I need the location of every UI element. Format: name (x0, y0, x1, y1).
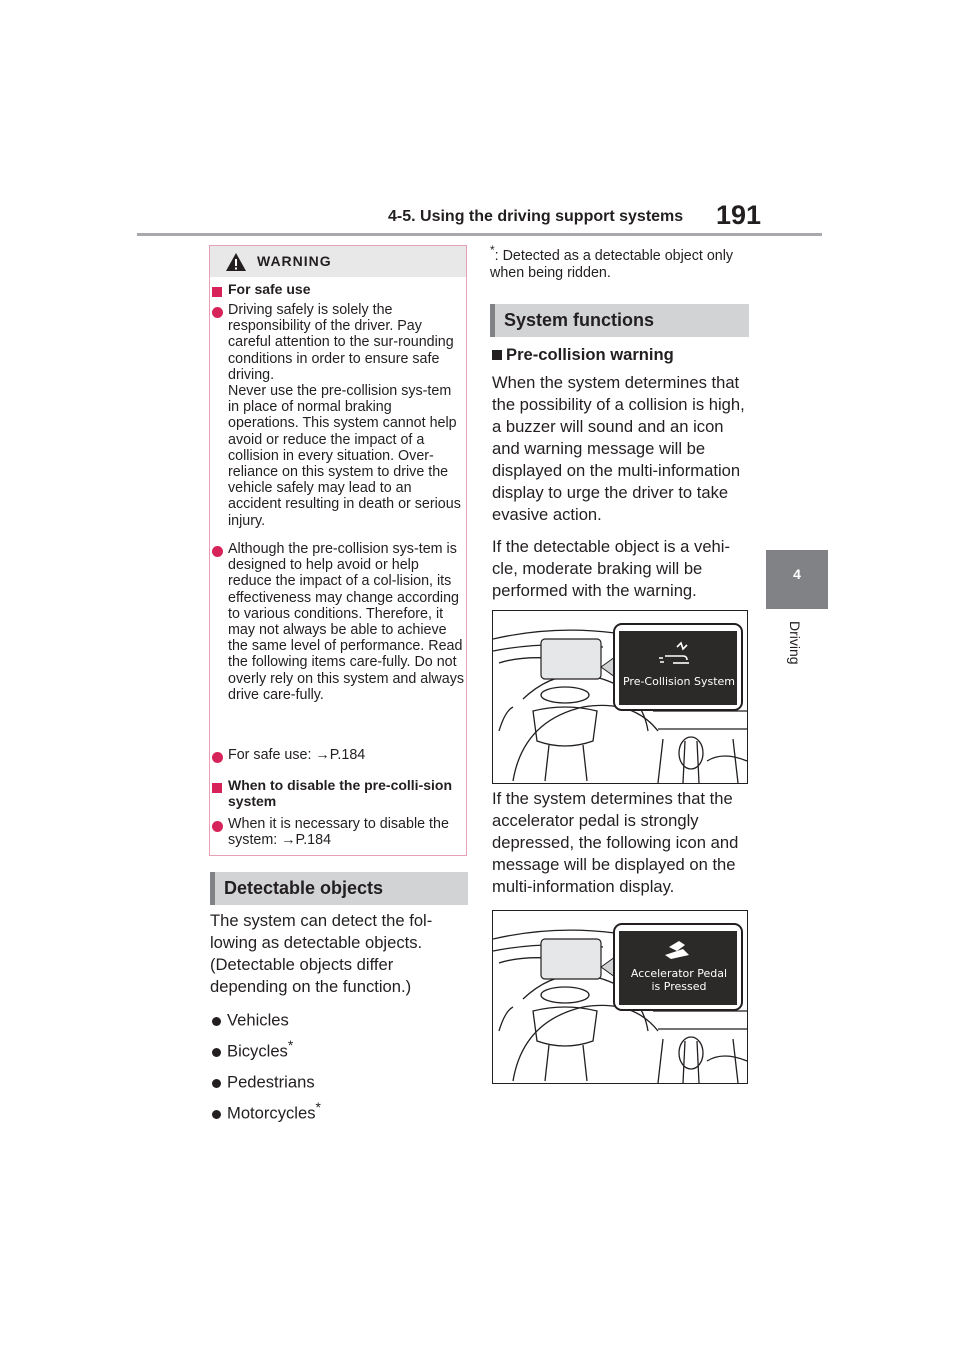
detectable-item-pedestrians: Pedestrians (212, 1068, 315, 1093)
figure-accelerator-display (492, 910, 748, 1084)
round-bullet-icon (212, 821, 223, 832)
warning-bullet-3: For safe use: →P.184 (212, 747, 464, 768)
warning-heading-disable: When to disable the pre-colli-sion system (212, 777, 464, 809)
footnote: *: Detected as a detectable object only when being ridden. (490, 243, 734, 281)
square-bullet-icon (212, 287, 222, 297)
accelerator-pedal-label (619, 967, 739, 993)
page-number: 191 (716, 200, 762, 230)
pre-collision-para-1: When the system determines that the possibility of a collision is high, a buzzer will sound and an icon and warning message will be displayed on the multi-information display to urge the driver to take evasive action. (492, 373, 745, 524)
warning-triangle-icon (225, 252, 247, 272)
warning-bullet-1: Driving safely is solely the responsibility of the driver. Pay careful attention to the sur-rounding conditions in order to ensure safe driving. Never use the pre-collision sys-tem in place of normal braking operations. This system cannot help avoid or reduce the impact of a collision in every situation. Over-reliance on this system to drive the vehicle safely may lead to an accident resulting in death or serious injury. (212, 302, 464, 529)
bullet-icon (212, 1048, 221, 1057)
system-functions-heading: System functions (490, 304, 749, 337)
warning-bullet-4: When it is necessary to disable the system: →P.184 (212, 816, 464, 848)
chapter-label: Driving (787, 621, 803, 665)
accelerator-pedal-label-line2: is Pressed (651, 980, 707, 993)
detectable-objects-heading: Detectable objects (210, 872, 468, 905)
accelerator-para: If the system determines that the accelerator pedal is strongly depressed, the following icon and message will be displayed on the multi-information display. (492, 789, 739, 896)
warning-header (210, 246, 466, 277)
detectable-item-bicycles: Bicycles* (212, 1037, 293, 1062)
figure-pre-collision-display (492, 610, 748, 784)
detectable-item-vehicles: Vehicles (212, 1006, 289, 1031)
detectable-item-motorcycles: Motorcycles* (212, 1099, 321, 1124)
square-bullet-icon (492, 350, 502, 360)
chapter-number: 4 (793, 566, 801, 582)
warning-bullet-2: Although the pre-collision sys-tem is designed to help avoid or help reduce the impact of a col-lision, its effectiveness may change according to various conditions. Therefore, it may not always be able to achieve the same level of performance. Read the following items care-fully. Do not overly rely on this system and always drive care-fully. (212, 541, 464, 703)
round-bullet-icon (212, 307, 223, 318)
section-title: 4-5. Using the driving support systems (388, 208, 684, 225)
pre-collision-warning-subheading: Pre-collision warning (492, 345, 674, 365)
round-bullet-icon (212, 752, 223, 763)
accelerator-pedal-label-line1: Accelerator Pedal (630, 967, 728, 980)
pre-collision-system-label: Pre-Collision System (622, 675, 736, 688)
round-bullet-icon (212, 546, 223, 557)
header-rule (137, 233, 822, 236)
bullet-icon (212, 1017, 221, 1026)
dashboard-illustration (493, 611, 747, 783)
square-bullet-icon (212, 783, 222, 793)
chapter-label-wrap (787, 621, 805, 681)
dashboard-illustration-2 (493, 911, 747, 1083)
warning-title: WARNING (257, 253, 332, 269)
warning-heading-safe-use: For safe use (212, 281, 464, 302)
bullet-icon (212, 1110, 221, 1119)
pre-collision-para-2: If the detectable object is a vehi-cle, moderate braking will be performed with the warning. (492, 537, 730, 600)
detectable-intro: The system can detect the fol-lowing as detectable objects. (Detectable objects differ depending on the function.) (210, 911, 433, 996)
bullet-icon (212, 1079, 221, 1088)
